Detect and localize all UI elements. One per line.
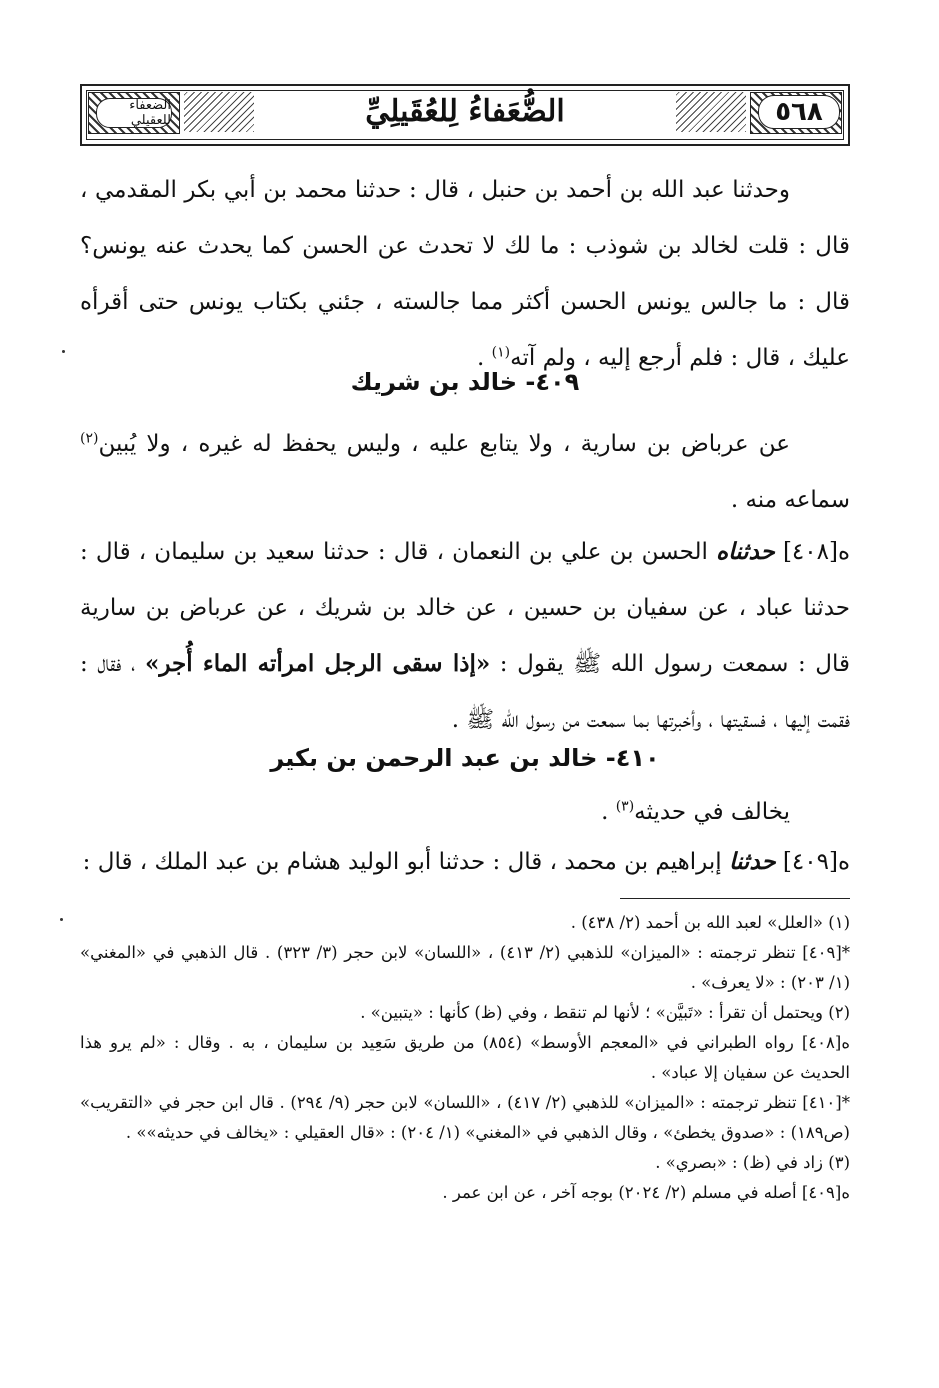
- footnote-item: *[٤٠٩] تنظر ترجمته : «الميزان» للذهبي (٢/ ٤١٣) ، «اللسان» لابن حجر (٣/ ٣٢٣) . قال الذهبي في «المغني» (١/ ٢٠٣) : «لا يعرف» .: [80, 943, 851, 992]
- footnote-ref-3[interactable]: (٣): [615, 798, 635, 815]
- entry-heading-409: ٤٠٩- خالد بن شريك: [350, 368, 580, 396]
- paragraph-5-text: إبراهيم بن محمد ، قال : حدثنا أبو الوليد هشام بن عبد الملك ، قال :: [82, 849, 729, 875]
- hadith-opening: حدثناه: [716, 538, 775, 565]
- scan-speck: [60, 918, 63, 921]
- paragraph-1: [80, 162, 850, 386]
- hadith-opening-2: حدثنا: [728, 848, 776, 875]
- footnote-item: (٣) زاد في (ظ) : «بصري» .: [655, 1153, 850, 1172]
- paragraph-2-end: سماعه منه .: [730, 487, 850, 513]
- footnote-item: (٢) ويحتمل أن تقرأ : «تَبيَّن» ؛ لأنها لم تنقط ، وفي (ظ) كأنها : «يتبين» .: [360, 1003, 850, 1022]
- footnote-item: ه[٤٠٩] أصله في مسلم (٢/ ٢٠٢٤) بوجه آخر ، عن ابن عمر .: [442, 1183, 850, 1202]
- paragraph-1-text: وحدثنا عبد الله بن أحمد بن حنبل ، قال : حدثنا محمد بن أبي بكر المقدمي ، قال : قلت لخالد بن شوذب : ما لك لا تحدث عن الحسن كما يحدث عنه يونس؟ قال : ما جالس يونس الحسن أكثر مما جالسته ، جئني بكتاب يونس حتى أقرأه عليك ، قال : فلم أرجع إليه ، ولم آته: [80, 177, 850, 371]
- footnote-item: ه[٤٠٨] رواه الطبراني في «المعجم الأوسط» (٨٥٤) من طريق سَعِيد بن سليمان ، به . وقال : «لم يرو هذا الحديث عن سفيان إلا عباد» .: [80, 1033, 850, 1082]
- paragraph-4-text: يخالف في حديثه: [634, 799, 790, 825]
- hadith-mark-409: ه[٤٠٩]: [782, 849, 850, 875]
- paragraph-4-end: .: [601, 799, 616, 825]
- paragraph-4: [80, 784, 850, 840]
- paragraph-3: [80, 524, 850, 748]
- paragraph-5: [80, 834, 850, 890]
- entry-heading-410: ٤١٠- خالد بن عبد الرحمن بن بكير: [270, 744, 660, 772]
- paragraph-3-text: الحسن بن علي بن النعمان ، قال : حدثنا سعيد بن سليمان ، قال : حدثنا عباد ، عن سفيان بن حسين ، عن خالد بن شريك ، عن عرباض بن سارية قال : سمعت رسول الله ﷺ يقول :: [80, 539, 850, 677]
- footnotes: [80, 908, 850, 1208]
- running-title: الضُّعَفاءُ لِلعُقَيلِيِّ: [365, 94, 565, 129]
- book-seal-label: الضعفاء للعقيلي: [96, 98, 172, 128]
- footnote-ref-1[interactable]: (١): [491, 344, 511, 361]
- footnote-item: (١) «العلل» لعبد الله بن أحمد (٢/ ٤٣٨) .: [570, 913, 850, 932]
- footnote-item: *[٤١٠] تنظر ترجمته : «الميزان» للذهبي (٢/ ٤١٧) ، «اللسان» لابن حجر (٩/ ٢٩٤) . قال ابن حجر في «التقريب» (ص١٨٩) : «صدوق يخطئ» ، وقال الذهبي في «المغني» (١/ ٢٠٤) : «قال العقيلي : «يخالف في حديثه»» .: [80, 1093, 850, 1142]
- page-header: [80, 84, 850, 146]
- scan-speck: [62, 350, 65, 353]
- paragraph-1-end: .: [477, 345, 492, 371]
- hadith-mark-408: ه[٤٠٨]: [782, 539, 851, 565]
- paragraph-2: [80, 416, 850, 528]
- page-number: ٥٦٨: [758, 95, 840, 129]
- footnote-separator: [620, 898, 850, 899]
- hadith-quote: «إذا سقى الرجل امرأته الماء أُجر»: [144, 650, 491, 677]
- header-ornament-right: [676, 92, 746, 132]
- header-ornament-left: [184, 92, 254, 132]
- paragraph-3-end: ، فقال : فقمت إليها ، فسقيتها ، وأخبرتها بما سمعت من رسول الله ﷺ .: [80, 651, 850, 733]
- paragraph-2-text: عن عرباض بن سارية ، ولا يتابع عليه ، وليس يحفظ له غيره ، ولا يُبين: [98, 431, 790, 457]
- footnote-ref-2[interactable]: (٢): [80, 430, 99, 447]
